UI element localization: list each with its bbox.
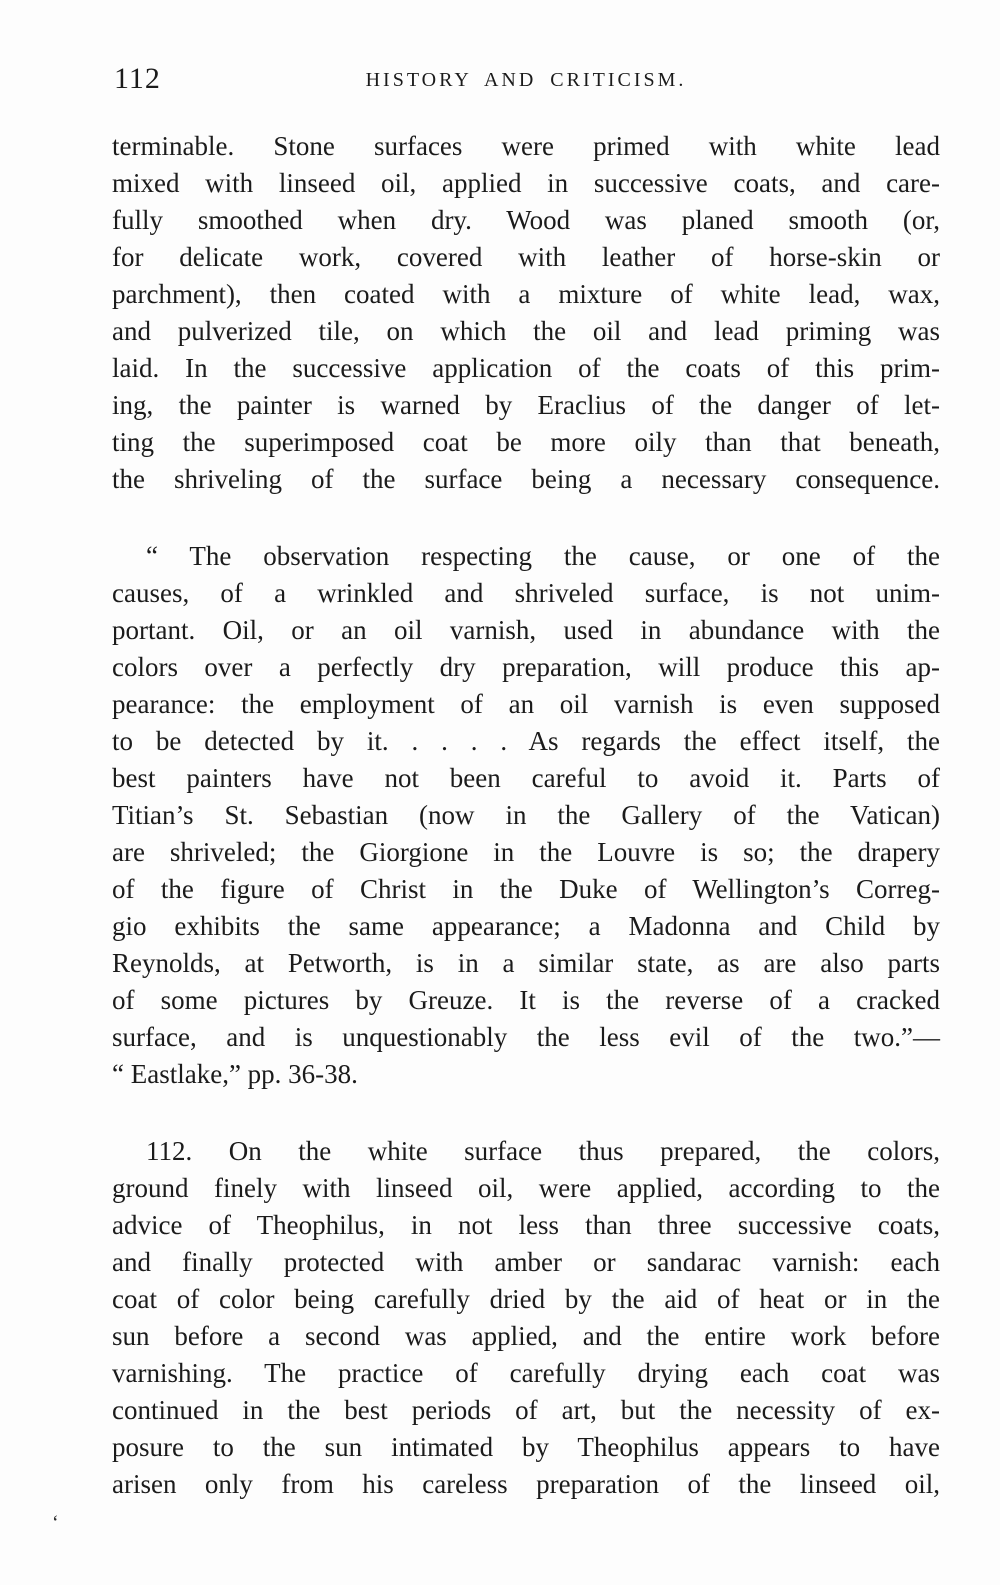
text-line: mixed with linseed oil, applied in successive coats, and care- — [112, 168, 940, 198]
text-line: sun before a second was applied, and the entire work before — [112, 1321, 940, 1351]
text-line: 112. On the white surface thus prepared, the colors, — [146, 1136, 940, 1166]
text-line: parchment), then coated with a mixture of white lead, wax, — [112, 279, 940, 309]
text-line: Titian’s St. Sebastian (now in the Gallery of the Vatican) — [112, 800, 940, 830]
page-body — [112, 128, 940, 1543]
text-line: of the figure of Christ in the Duke of Wellington’s Correg- — [112, 874, 940, 904]
text-line: continued in the best periods of art, but the necessity of ex- — [112, 1395, 940, 1425]
paragraph — [112, 1133, 940, 1503]
text-line: ground finely with linseed oil, were applied, according to the — [112, 1173, 940, 1203]
text-line: the shriveling of the surface being a necessary consequence. — [112, 464, 940, 494]
text-line: varnishing. The practice of carefully drying each coat was — [112, 1358, 940, 1388]
text-line: terminable. Stone surfaces were primed with white lead — [112, 131, 940, 161]
text-line: and finally protected with amber or sandarac varnish: each — [112, 1247, 940, 1277]
text-line: of some pictures by Greuze. It is the reverse of a cracked — [112, 985, 940, 1015]
text-line: posure to the sun intimated by Theophilus appears to have — [112, 1432, 940, 1462]
text-line: colors over a perfectly dry preparation, will produce this ap- — [112, 652, 940, 682]
text-line: causes, of a wrinkled and shriveled surface, is not unim- — [112, 578, 940, 608]
text-line: best painters have not been careful to avoid it. Parts of — [112, 763, 940, 793]
page-header — [112, 62, 940, 96]
text-line: fully smoothed when dry. Wood was planed smooth (or, — [112, 205, 940, 235]
text-line: are shriveled; the Giorgione in the Louvre is so; the drapery — [112, 837, 940, 867]
text-line: gio exhibits the same appearance; a Madonna and Child by — [112, 911, 940, 941]
text-line: Reynolds, at Petworth, is in a similar state, as are also parts — [112, 948, 940, 978]
text-line: advice of Theophilus, in not less than three successive coats, — [112, 1210, 940, 1240]
text-line: and pulverized tile, on which the oil and lead priming was — [112, 316, 940, 346]
text-line: ing, the painter is warned by Eraclius of the danger of let- — [112, 390, 940, 420]
page-number: 112 — [114, 62, 161, 95]
running-head: HISTORY AND CRITICISM. — [365, 69, 687, 91]
text-line: laid. In the successive application of the coats of this prim- — [112, 353, 940, 383]
scan-speck: ‘ — [52, 1512, 59, 1534]
text-line: to be detected by it. . . . . As regards the effect itself, the — [112, 726, 940, 756]
text-line: coat of color being carefully dried by the aid of heat or in the — [112, 1284, 940, 1314]
paragraph — [112, 538, 940, 1093]
text-line: “ Eastlake,” pp. 36-38. — [112, 1059, 358, 1089]
text-line: portant. Oil, or an oil varnish, used in abundance with the — [112, 615, 940, 645]
text-line: arisen only from his careless preparation of the linseed oil, — [112, 1469, 940, 1499]
paragraph — [112, 128, 940, 498]
text-line: “ The observation respecting the cause, or one of the — [146, 541, 940, 571]
text-line: pearance: the employment of an oil varnish is even supposed — [112, 689, 940, 719]
text-line: ting the superimposed coat be more oily than that beneath, — [112, 427, 940, 457]
text-line: for delicate work, covered with leather of horse-skin or — [112, 242, 940, 272]
text-line: surface, and is unquestionably the less evil of the two.”— — [112, 1022, 940, 1052]
